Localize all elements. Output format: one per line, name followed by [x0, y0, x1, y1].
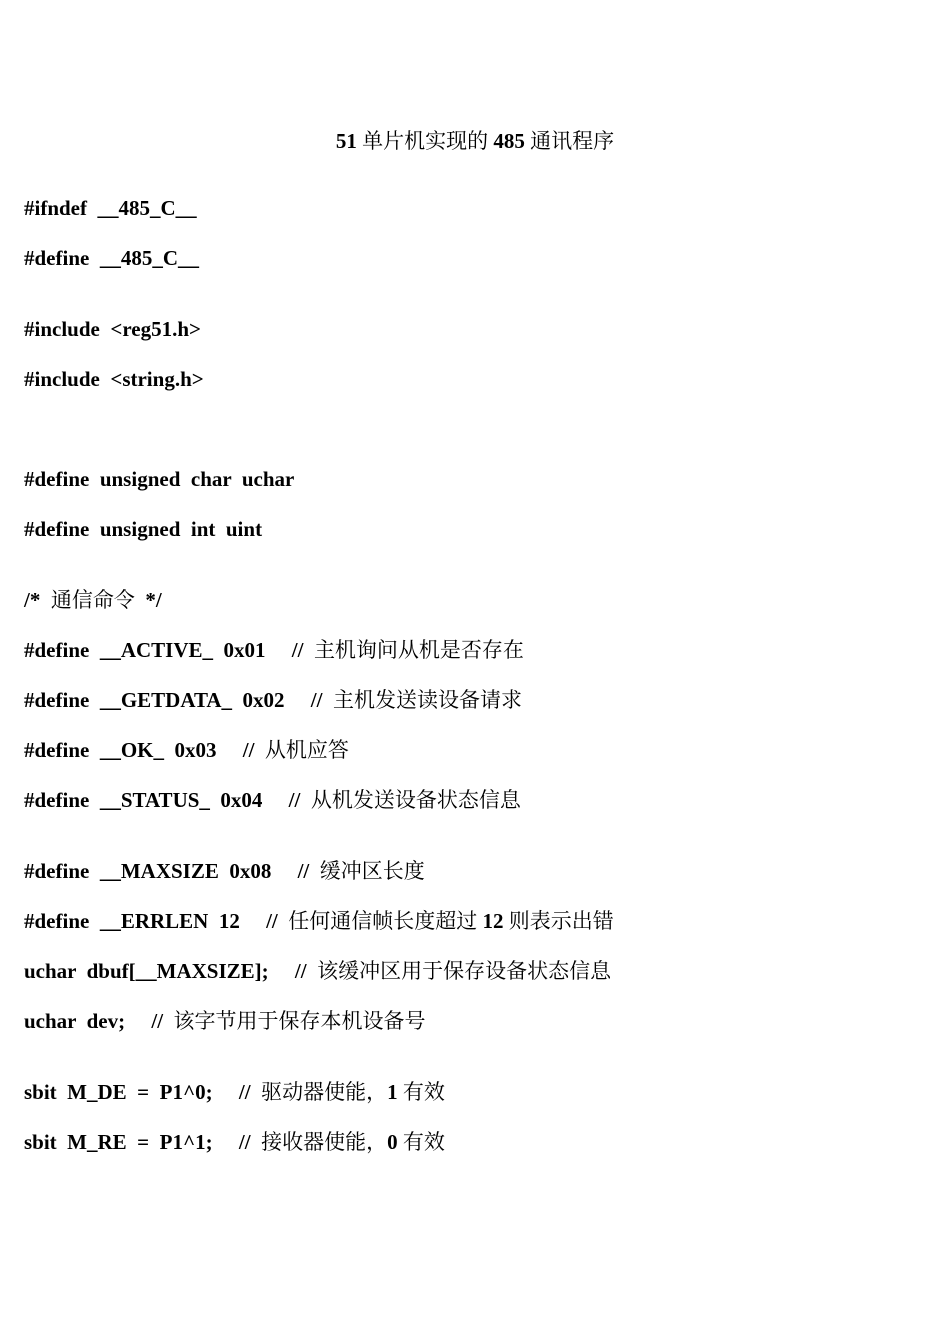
comment-part: 接收器使能，: [261, 1130, 388, 1154]
code-line-define-maxsize: [24, 856, 425, 886]
comment-part: 该缓冲区用于保存设备状态信息: [317, 959, 612, 983]
code-line-define-uint: #define unsigned int uint: [24, 517, 263, 541]
comment-part: 有效: [397, 1130, 445, 1154]
code-part: uchar dbuf[__MAXSIZE]; //: [24, 959, 318, 983]
comment-close: */: [134, 588, 162, 612]
comment-part: 任何通信帧长度超过: [288, 909, 483, 933]
comment-part: 从机应答: [264, 738, 349, 762]
code-part: sbit M_DE = P1^0; //: [24, 1080, 262, 1104]
comment-part: 驱动器使能，: [261, 1080, 388, 1104]
comment-number: 1: [387, 1080, 398, 1104]
code-line-include-reg51: #include <reg51.h>: [24, 317, 201, 341]
comment-text: 通信命令: [50, 588, 135, 612]
code-line-include-string: #include <string.h>: [24, 367, 204, 391]
title-text-1: 单片机实现的: [356, 129, 494, 153]
comment-line-commands: [24, 585, 162, 615]
code-part: #define __GETDATA_ 0x02 //: [24, 688, 333, 712]
code-part: #define __OK_ 0x03 //: [24, 738, 265, 762]
comment-part: 从机发送设备状态信息: [310, 788, 521, 812]
title-text-2: 通讯程序: [524, 129, 615, 153]
comment-part: 有效: [397, 1080, 445, 1104]
code-part: sbit M_RE = P1^1; //: [24, 1130, 262, 1154]
code-line-define-uchar: #define unsigned char uchar: [24, 467, 295, 491]
code-line-define-status: [24, 785, 521, 815]
title-prefix: 51: [335, 129, 357, 153]
title-number: 485: [493, 129, 525, 153]
comment-number: 12: [482, 909, 504, 933]
code-line-sbit-m-de: [24, 1077, 445, 1107]
code-part: #define __ACTIVE_ 0x01 //: [24, 638, 314, 662]
code-line-sbit-m-re: [24, 1127, 445, 1157]
comment-number: 0: [387, 1130, 398, 1154]
document-title: [0, 126, 950, 156]
code-line-define-getdata: [24, 685, 522, 715]
code-part: uchar dev; //: [24, 1009, 174, 1033]
code-line-define-active: [24, 635, 524, 665]
code-line-ifndef: #ifndef __485_C__: [24, 196, 197, 220]
code-line-define-ok: [24, 735, 349, 765]
code-line-dev: [24, 1006, 426, 1036]
comment-part: 该字节用于保存本机设备号: [173, 1009, 426, 1033]
code-part: #define __ERRLEN 12 //: [24, 909, 289, 933]
comment-part: 主机发送读设备请求: [332, 688, 522, 712]
code-part: #define __STATUS_ 0x04 //: [24, 788, 311, 812]
comment-part: 缓冲区长度: [319, 859, 425, 883]
comment-part: 则表示出错: [503, 909, 614, 933]
comment-open: /*: [24, 588, 51, 612]
code-line-define-errlen: [24, 906, 614, 936]
code-line-dbuf: [24, 956, 611, 986]
comment-part: 主机询问从机是否存在: [313, 638, 524, 662]
code-line-define-guard: #define __485_C__: [24, 246, 199, 270]
code-part: #define __MAXSIZE 0x08 //: [24, 859, 320, 883]
